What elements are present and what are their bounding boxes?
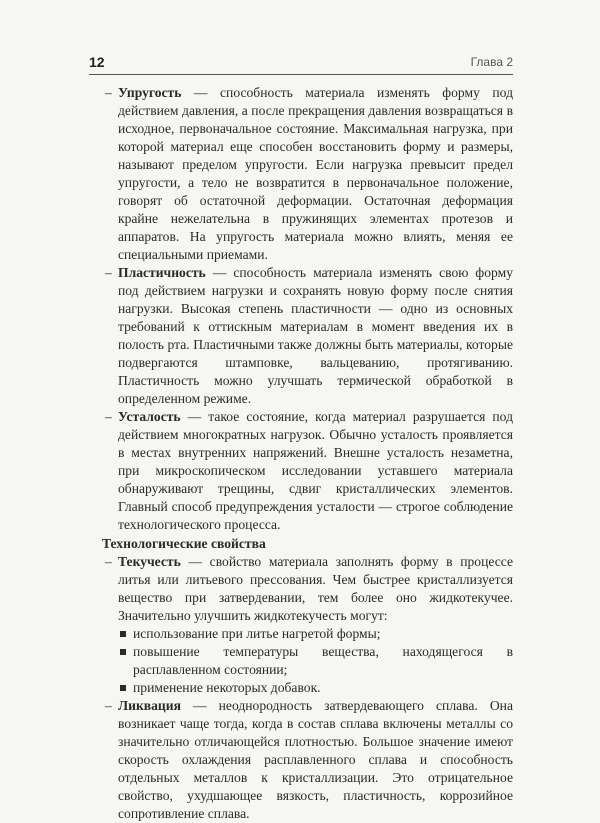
entry-fatigue	[89, 408, 513, 534]
dash-marker: –	[105, 698, 112, 713]
list-item: использование при литье нагретой формы;	[89, 625, 513, 643]
term-plasticity: Пластичность	[118, 265, 206, 280]
page-header	[89, 52, 513, 75]
chapter-title: Глава 2	[470, 55, 513, 69]
section-heading: Технологические свойства	[102, 536, 266, 551]
dash-marker: –	[105, 554, 112, 569]
definition-elasticity: — способность материала изменять форму под действием давления, а после прекращения давления возвращаться в исходное, первоначальное состояние. Максимальная нагрузка, при которой материал еще способен восстановить форму и размеры, называют пределом упругости. Если нагрузка превысит предел упругости, а тело не возвратится в первоначальное положение, говорят об остаточной деформации. Остаточная деформация крайне нежелательна в пружинящих элементах протезов и аппаратов. На упругость материала можно влиять, меняя ее специальными приемами.	[118, 85, 513, 262]
dash-marker: –	[105, 265, 112, 280]
list-item: повышение температуры вещества, находящегося в расплавленном состоянии;	[89, 643, 513, 679]
definition-fluidity: — свойство материала заполнять форму в процессе литья или литьевого прессования. Чем быстрее кристаллизуется вещество при затвердевании, тем более оно жидкотекучее. Значительно улучшить жидкотекучесть могут:	[118, 554, 513, 623]
bullet-square-icon	[120, 649, 126, 655]
bullet-square-icon	[120, 631, 126, 637]
term-liquation: Ликвация	[118, 698, 181, 713]
dash-marker: –	[105, 85, 112, 100]
list-item: применение некоторых добавок.	[89, 679, 513, 697]
term-fatigue: Усталость	[118, 409, 181, 424]
fluidity-bullet-list	[89, 625, 513, 697]
dash-marker: –	[105, 409, 112, 424]
definition-plasticity: — способность материала изменять свою форму под действием нагрузки и сохранять новую форму после снятия нагрузки. Высокая степень пластичности — одно из основных требований к оттискным материалам в момент введения их в полость рта. Пластичными также должны быть материалы, которые подвергаются штамповке, вальцеванию, протягиванию. Пластичность можно улучшать термической обработкой в определенном режиме.	[118, 265, 513, 406]
entry-liquation	[89, 697, 513, 823]
definition-liquation: — неоднородность затвердевающего сплава. Она возникает чаще тогда, когда в состав сплава включены металлы со значительно отличающейся плотностью. Большое значение имеют скорость охлаждения расплавленного сплава и способность отдельных металлов к кристаллизации. Это отрицательное свойство, ухудшающее вязкость, пластичность, коррозийное сопротивление сплава.	[118, 698, 513, 821]
page-content	[89, 84, 513, 823]
bullet-square-icon	[120, 685, 126, 691]
entry-plasticity	[89, 264, 513, 408]
entry-elasticity	[89, 84, 513, 264]
page-number: 12	[89, 54, 105, 70]
definition-fatigue: — такое состояние, когда материал разрушается под действием многократных нагрузок. Обычно усталость проявляется в местах внутренних напряжений. Внешне усталость незаметна, при микроскопическом исследовании уставшего материала обнаруживают трещины, сдвиг кристаллических элементов. Главный способ предупреждения усталости — строгое соблюдение технологического процесса.	[118, 409, 513, 532]
term-elasticity: Упругость	[118, 85, 182, 100]
entry-fluidity	[89, 553, 513, 625]
term-fluidity: Текучесть	[118, 554, 181, 569]
